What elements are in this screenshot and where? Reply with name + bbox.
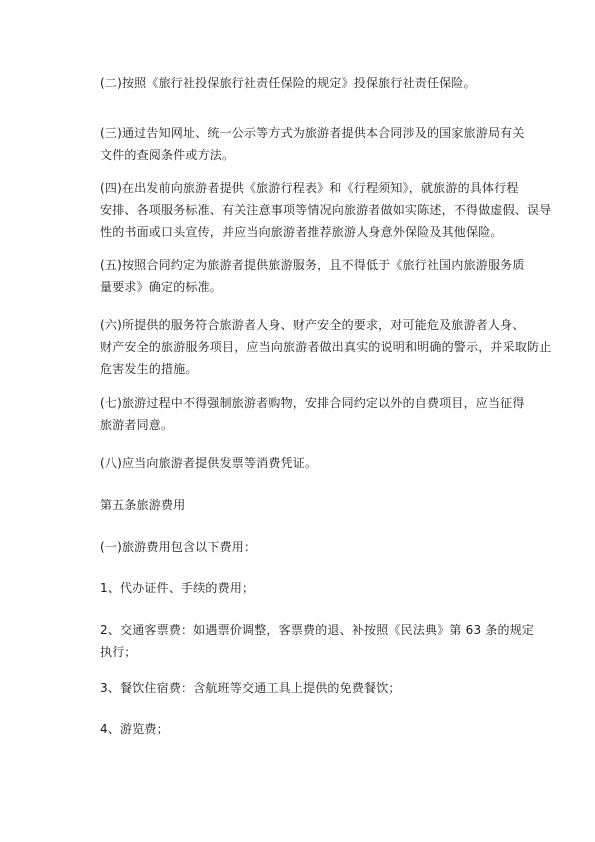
paragraph-document-access — [88, 122, 525, 166]
text-line: 2、交通客票费：如遇票价调整，客票费的退、补按照《民法典》第 63 条的规定 — [100, 623, 535, 637]
text-line: 执行； — [100, 645, 137, 659]
text-line: 4、游览费； — [100, 722, 169, 736]
paragraph-invoice — [88, 452, 508, 474]
paragraph-service-standard — [88, 254, 525, 298]
text-line: 量要求》确定的标准。 — [100, 280, 223, 294]
list-item-meals — [88, 677, 508, 699]
text-line: 财产安全的旅游服务项目，应当向旅游者做出真实的说明和明确的警示，并采取防止 — [100, 340, 552, 354]
paragraph-fees-include — [88, 536, 508, 558]
text-line: 安排、各项服务标准、有关注意事项等情况向旅游者做如实陈述，不得做虚假、误导 — [100, 203, 552, 217]
text-line: 旅游者同意。 — [100, 418, 174, 432]
text-line: (八)应当向旅游者提供发票等消费凭证。 — [100, 456, 318, 470]
text-line: (六)所提供的服务符合旅游者人身、财产安全的要求，对可能危及旅游者人身、 — [100, 318, 525, 332]
text-line: 性的书面或口头宣传，并应当向旅游者推荐旅游人身意外保险及其他保险。 — [100, 225, 503, 239]
list-item-transport — [88, 619, 535, 663]
paragraph-itinerary — [88, 177, 552, 243]
text-line: (一)旅游费用包含以下费用： — [100, 540, 257, 554]
text-line: 1、代办证件、手续的费用； — [100, 581, 255, 595]
text-line: (五)按照合同约定为旅游者提供旅游服务，且不得低于《旅行社国内旅游服务质 — [100, 258, 525, 272]
text-line: (三)通过告知网址、统一公示等方式为旅游者提供本合同涉及的国家旅游局有关 — [100, 126, 525, 140]
text-line: 第五条旅游费用 — [100, 498, 186, 512]
paragraph-insurance — [88, 72, 508, 94]
section-heading — [88, 494, 508, 516]
paragraph-safety — [88, 314, 552, 380]
list-item-sightseeing — [88, 718, 508, 740]
list-item-documents — [88, 577, 508, 599]
text-line: (二)按照《旅行社投保旅行社责任保险的规定》投保旅行社责任保险。 — [100, 76, 476, 90]
text-line: 文件的查阅条件或方法。 — [100, 148, 235, 162]
text-line: (四)在出发前向旅游者提供《旅游行程表》和《行程须知》，就旅游的具体行程 — [100, 181, 519, 195]
text-line: 3、餐饮住宿费：含航班等交通工具上提供的免费餐饮； — [100, 681, 401, 695]
text-line: 危害发生的措施。 — [100, 362, 198, 376]
text-line: (七)旅游过程中不得强制旅游者购物，安排合同约定以外的自费项目，应当征得 — [100, 396, 525, 410]
paragraph-shopping — [88, 392, 525, 436]
